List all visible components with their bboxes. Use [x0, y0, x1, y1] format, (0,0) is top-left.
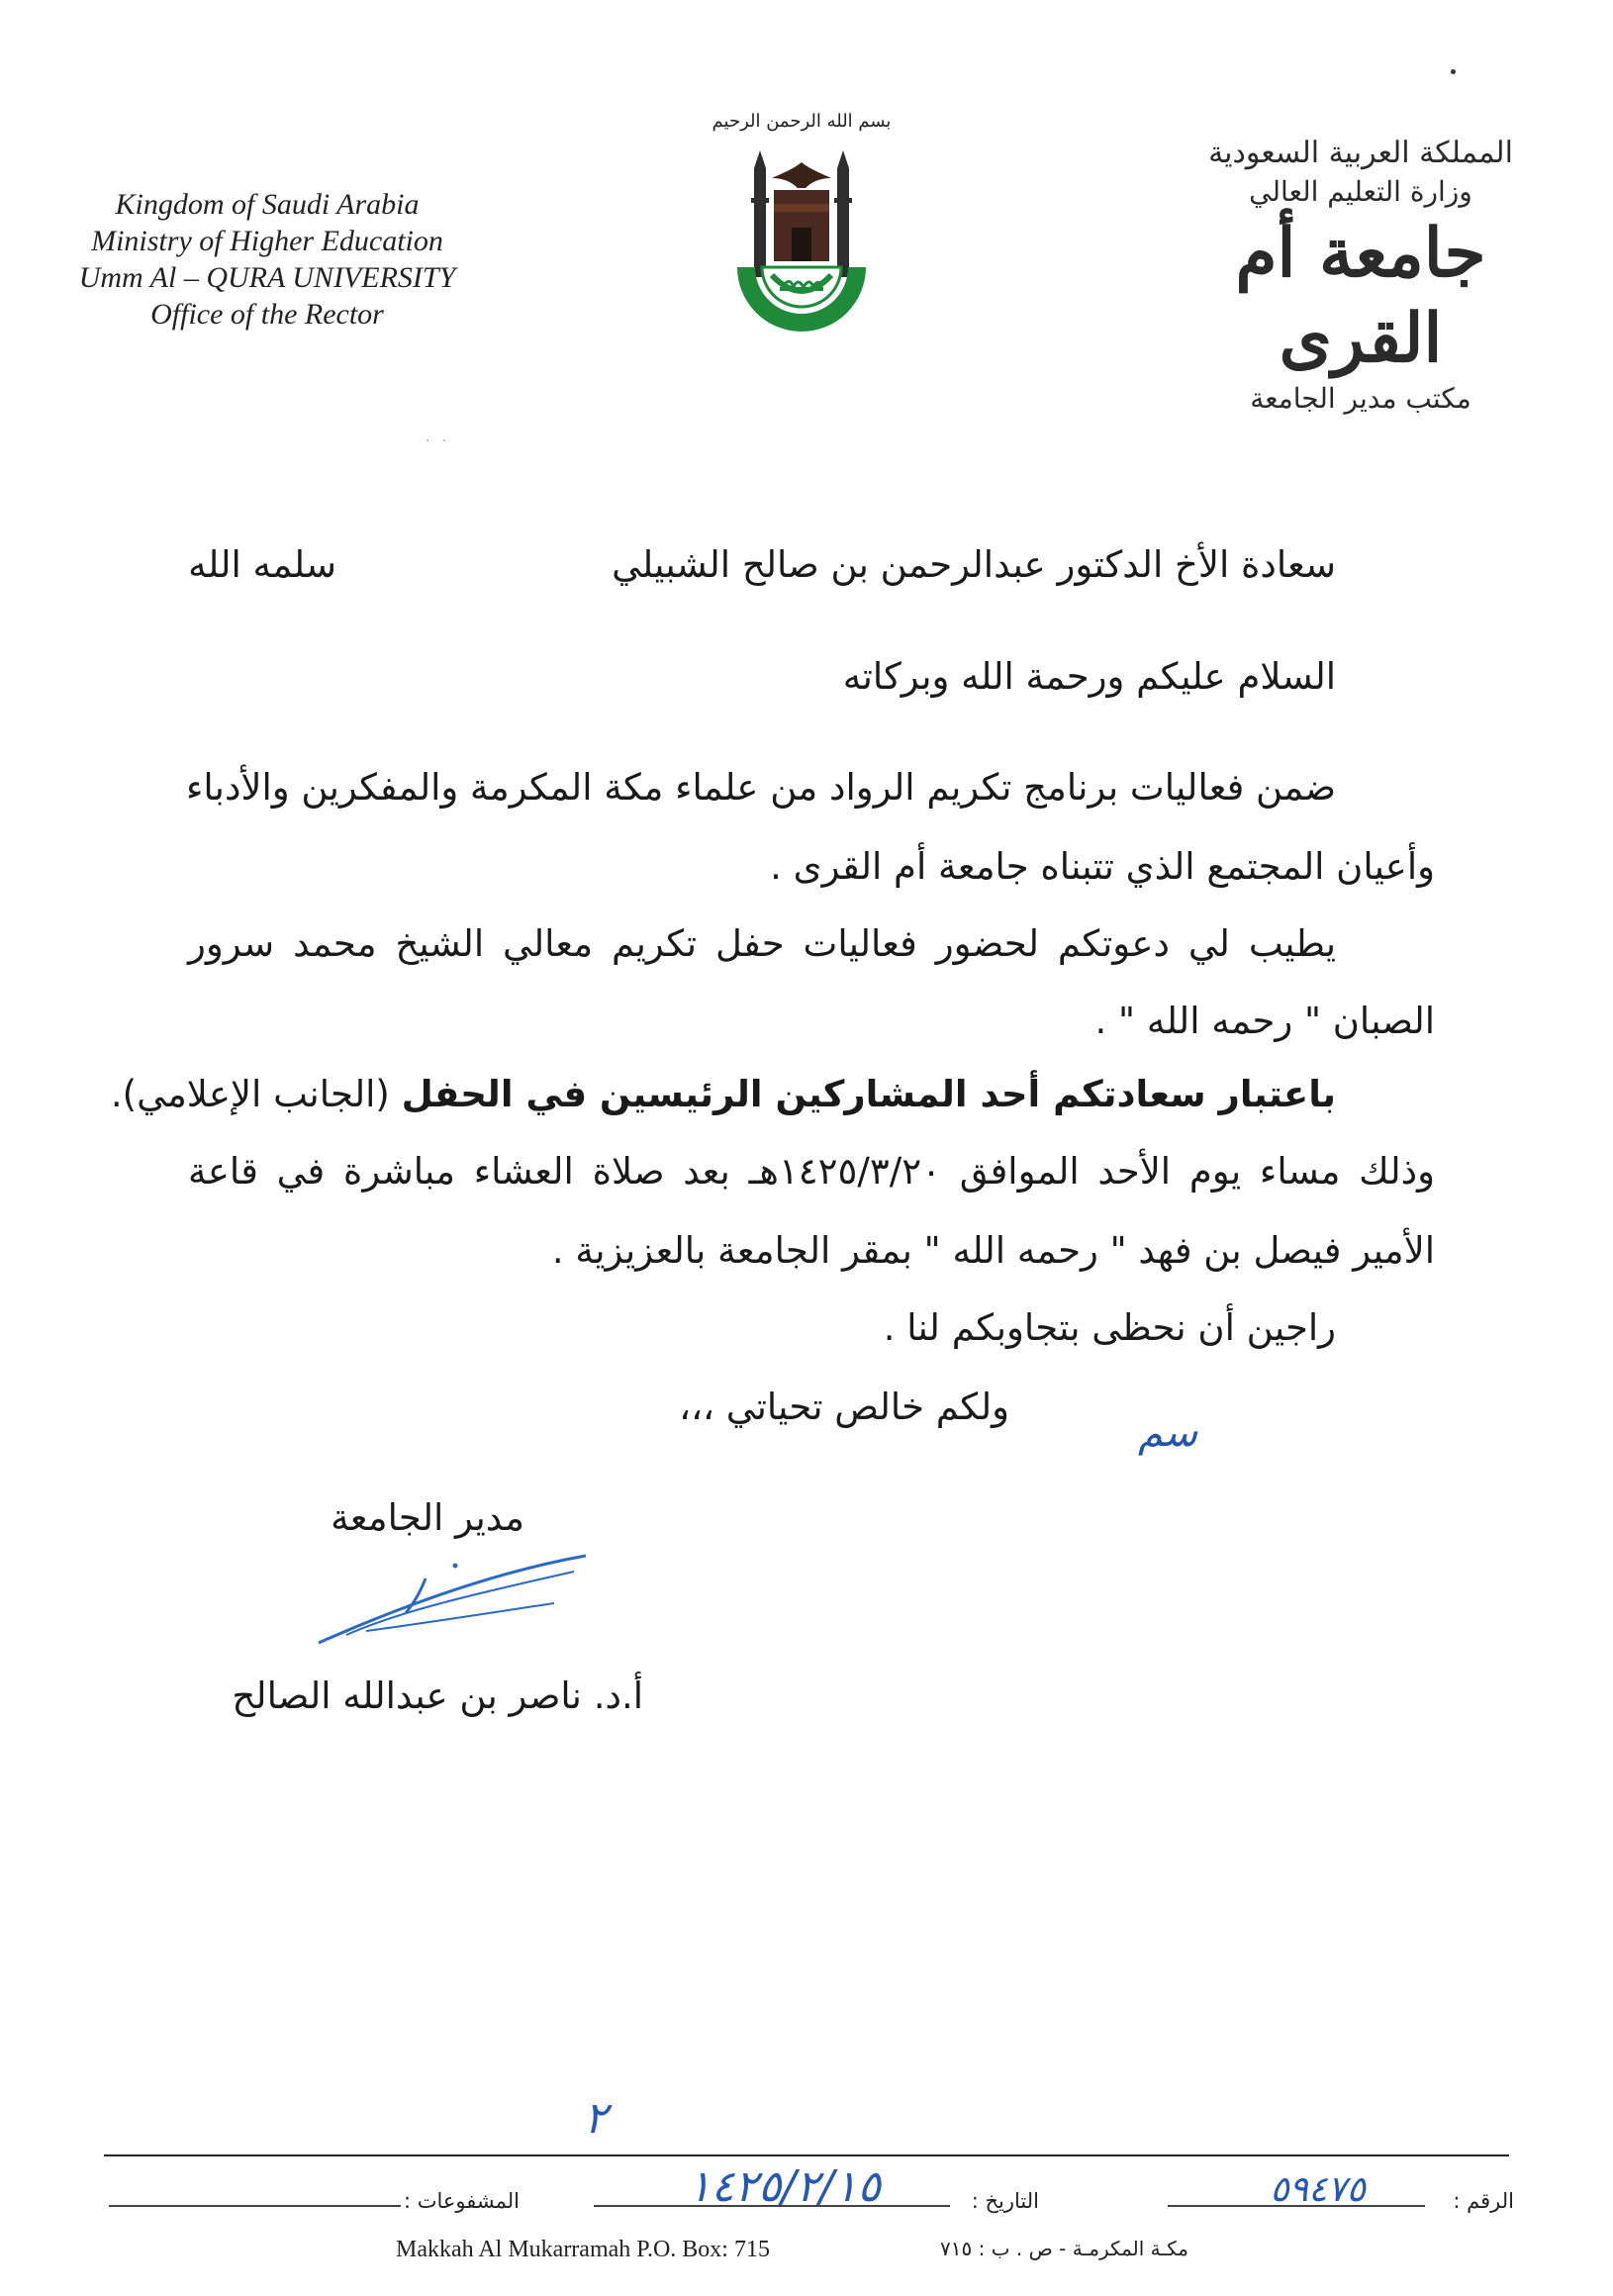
date-value: ١٤٢٥/٢/١٥ — [687, 2161, 881, 2212]
date-label: التاريخ : — [971, 2189, 1039, 2213]
attachments-line — [109, 2205, 401, 2207]
handwritten-note: سم — [1138, 1410, 1198, 1456]
university-crest-logo — [732, 148, 871, 346]
signatory-name: أ.د. ناصر بن عبدالله الصالح — [232, 1674, 643, 1717]
arabic-letterhead-line: مكتب مدير الجامعة — [1250, 382, 1471, 415]
arabic-letterhead — [1163, 134, 1559, 417]
paragraph-line: وأعيان المجتمع الذي تتبناه جامعة أم القرى . — [770, 845, 1435, 888]
english-letterhead — [59, 186, 475, 333]
signatory-title: مدير الجامعة — [331, 1496, 524, 1539]
addressee-blessing: سلمه الله — [188, 543, 336, 586]
arabic-letterhead-line: المملكة العربية السعودية — [1208, 136, 1513, 170]
address-arabic: مكـة المكرمـة - ص . ب : ٧١٥ — [940, 2237, 1188, 2260]
handwritten-date-mark: ٢ — [584, 2093, 608, 2144]
reference-number: ٥٩٤٧٥ — [1270, 2169, 1366, 2210]
stray-dot — [1451, 69, 1456, 74]
english-letterhead-line: Ministry of Higher Education — [91, 225, 443, 257]
footer-rule — [104, 2154, 1509, 2156]
english-letterhead-line: Office of the Rector — [150, 298, 384, 331]
english-letterhead-line: Umm Al – QURA UNIVERSITY — [78, 261, 456, 294]
arabic-letterhead-title: جامعة أم القرى — [1235, 214, 1486, 378]
paper-specks: · · — [426, 433, 451, 449]
english-letterhead-line: Kingdom of Saudi Arabia — [115, 188, 420, 221]
paragraph-line: الصبان " رحمه الله " . — [1094, 1000, 1435, 1042]
arabic-letterhead-line: وزارة التعليم العالي — [1249, 175, 1472, 208]
basmala: بسم الله الرحمن الرحيم — [712, 111, 892, 132]
closing-line: ولكم خالص تحياتي ،،، — [679, 1386, 1009, 1428]
greeting: السلام عليكم ورحمة الله وبركاته — [842, 655, 1336, 698]
reference-label: الرقم : — [1453, 2189, 1514, 2213]
signature — [307, 1544, 594, 1653]
footer-fields — [104, 2161, 1514, 2225]
paragraph-line: وذلك مساء يوم الأحد الموافق ١٤٢٥/٣/٢٠هـ بعد صلاة العشاء مباشرة في قاعة — [188, 1150, 1435, 1193]
attachments-label: المشفوعات : — [403, 2189, 520, 2213]
addressee: سعادة الأخ الدكتور عبدالرحمن بن صالح الشبيلي — [612, 543, 1336, 586]
paragraph-line: الأمير فيصل بن فهد " رحمه الله " بمقر الجامعة بالعزيزية . — [551, 1229, 1435, 1272]
paragraph-line: ضمن فعاليات برنامج تكريم الرواد من علماء مكة المكرمة والمفكرين والأدباء — [185, 766, 1336, 809]
emphasis-text: باعتبار سعادتكم أحد المشاركين الرئيسين في الحفل — [401, 1073, 1336, 1115]
paragraph-text: (الجانب الإعلامي). — [110, 1073, 402, 1115]
address-english: Makkah Al Mukarramah P.O. Box: 715 — [396, 2237, 770, 2262]
closing-line: راجين أن نحظى بتجاوبكم لنا . — [883, 1306, 1336, 1349]
paragraph-line: يطيب لي دعوتكم لحضور فعاليات حفل تكريم معالي الشيخ محمد سرور — [188, 922, 1336, 965]
paragraph-line — [110, 1071, 1336, 1118]
